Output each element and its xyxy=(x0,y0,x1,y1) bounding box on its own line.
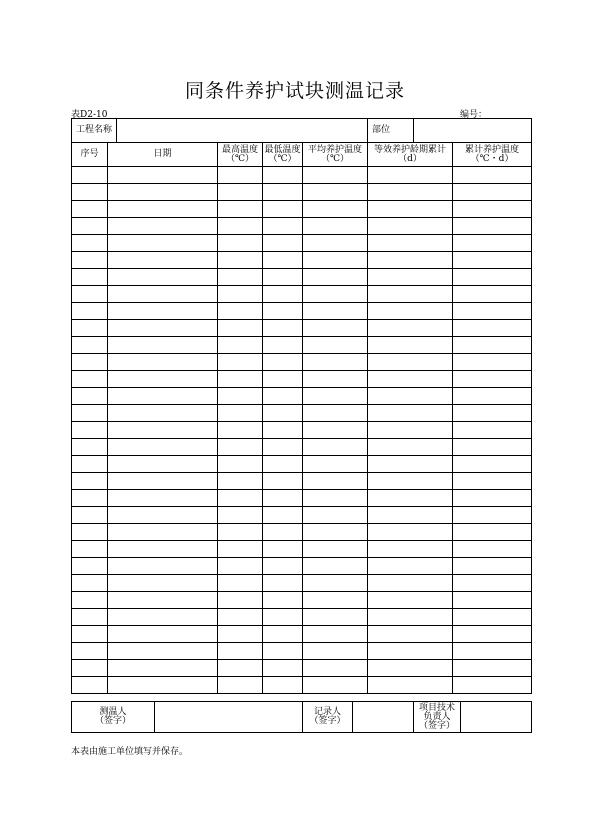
cell-min-temp[interactable] xyxy=(263,201,303,218)
cell-avg-temp[interactable] xyxy=(303,558,368,575)
cell-seq[interactable] xyxy=(72,269,108,286)
table-row xyxy=(72,456,532,473)
cell-avg-temp[interactable] xyxy=(303,592,368,609)
table-row xyxy=(72,303,532,320)
cell-date[interactable] xyxy=(108,439,218,456)
cell-equivalent-age[interactable] xyxy=(368,354,453,371)
cell-max-temp[interactable] xyxy=(218,167,263,184)
cell-date[interactable] xyxy=(108,286,218,303)
cell-date[interactable] xyxy=(108,558,218,575)
cell-seq[interactable] xyxy=(72,252,108,269)
cell-seq[interactable] xyxy=(72,456,108,473)
cell-max-temp[interactable] xyxy=(218,269,263,286)
table-row xyxy=(72,524,532,541)
cell-max-temp[interactable] xyxy=(218,643,263,660)
cell-seq[interactable] xyxy=(72,439,108,456)
cell-max-temp[interactable] xyxy=(218,252,263,269)
cell-date[interactable] xyxy=(108,473,218,490)
cell-cumulative-temp[interactable] xyxy=(453,609,532,626)
cell-avg-temp[interactable] xyxy=(303,218,368,235)
cell-cumulative-temp[interactable] xyxy=(453,592,532,609)
cell-seq[interactable] xyxy=(72,592,108,609)
cell-max-temp[interactable] xyxy=(218,184,263,201)
cell-min-temp[interactable] xyxy=(263,609,303,626)
table-row xyxy=(72,490,532,507)
cell-equivalent-age[interactable] xyxy=(368,337,453,354)
cell-seq[interactable] xyxy=(72,626,108,643)
cell-min-temp[interactable] xyxy=(263,405,303,422)
cell-min-temp[interactable] xyxy=(263,558,303,575)
cell-cumulative-temp[interactable] xyxy=(453,422,532,439)
cell-equivalent-age[interactable] xyxy=(368,592,453,609)
cell-equivalent-age[interactable] xyxy=(368,643,453,660)
cell-cumulative-temp[interactable] xyxy=(453,507,532,524)
cell-equivalent-age[interactable] xyxy=(368,167,453,184)
cell-date[interactable] xyxy=(108,422,218,439)
cell-date[interactable] xyxy=(108,235,218,252)
table-row xyxy=(72,473,532,490)
table-row xyxy=(72,184,532,201)
cell-avg-temp[interactable] xyxy=(303,677,368,694)
cell-max-temp[interactable] xyxy=(218,575,263,592)
cell-cumulative-temp[interactable] xyxy=(453,558,532,575)
table-row xyxy=(72,218,532,235)
cell-cumulative-temp[interactable] xyxy=(453,575,532,592)
cell-date[interactable] xyxy=(108,626,218,643)
cell-avg-temp[interactable] xyxy=(303,422,368,439)
table-row xyxy=(72,201,532,218)
cell-cumulative-temp[interactable] xyxy=(453,167,532,184)
cell-equivalent-age[interactable] xyxy=(368,422,453,439)
part-field[interactable] xyxy=(414,119,532,143)
cell-equivalent-age[interactable] xyxy=(368,218,453,235)
cell-equivalent-age[interactable] xyxy=(368,626,453,643)
cell-avg-temp[interactable] xyxy=(303,575,368,592)
table-row xyxy=(72,388,532,405)
cell-max-temp[interactable] xyxy=(218,218,263,235)
cell-max-temp[interactable] xyxy=(218,422,263,439)
cell-avg-temp[interactable] xyxy=(303,354,368,371)
cell-min-temp[interactable] xyxy=(263,456,303,473)
cell-cumulative-temp[interactable] xyxy=(453,286,532,303)
cell-max-temp[interactable] xyxy=(218,541,263,558)
measurer-signature-field[interactable] xyxy=(155,702,303,733)
cell-min-temp[interactable] xyxy=(263,626,303,643)
part-label: 部位 xyxy=(368,119,414,143)
cell-date[interactable] xyxy=(108,643,218,660)
cell-avg-temp[interactable] xyxy=(303,286,368,303)
column-header-min-temp: 最低温度 （℃） xyxy=(263,143,303,167)
cell-date[interactable] xyxy=(108,507,218,524)
cell-cumulative-temp[interactable] xyxy=(453,354,532,371)
cell-min-temp[interactable] xyxy=(263,643,303,660)
table-row xyxy=(72,371,532,388)
cell-min-temp[interactable] xyxy=(263,269,303,286)
cell-date[interactable] xyxy=(108,524,218,541)
cell-date[interactable] xyxy=(108,388,218,405)
cell-min-temp[interactable] xyxy=(263,218,303,235)
cell-date[interactable] xyxy=(108,269,218,286)
column-header-date: 日期 xyxy=(108,143,218,167)
cell-max-temp[interactable] xyxy=(218,456,263,473)
cell-min-temp[interactable] xyxy=(263,235,303,252)
cell-seq[interactable] xyxy=(72,677,108,694)
cell-date[interactable] xyxy=(108,320,218,337)
cell-avg-temp[interactable] xyxy=(303,507,368,524)
tech-lead-label: 项目技术 负责人 （签字） xyxy=(414,702,461,733)
cell-avg-temp[interactable] xyxy=(303,643,368,660)
cell-avg-temp[interactable] xyxy=(303,388,368,405)
cell-cumulative-temp[interactable] xyxy=(453,439,532,456)
cell-equivalent-age[interactable] xyxy=(368,473,453,490)
table-row xyxy=(72,609,532,626)
measurer-label: 测温人 （签字） xyxy=(72,702,155,733)
cell-date[interactable] xyxy=(108,490,218,507)
cell-avg-temp[interactable] xyxy=(303,439,368,456)
cell-avg-temp[interactable] xyxy=(303,473,368,490)
cell-cumulative-temp[interactable] xyxy=(453,660,532,677)
cell-min-temp[interactable] xyxy=(263,439,303,456)
form-title: 同条件养护试块测温记录 xyxy=(184,80,405,102)
cell-equivalent-age[interactable] xyxy=(368,575,453,592)
cell-min-temp[interactable] xyxy=(263,422,303,439)
cell-equivalent-age[interactable] xyxy=(368,388,453,405)
cell-min-temp[interactable] xyxy=(263,354,303,371)
form-number-label: 编号： xyxy=(460,110,488,120)
cell-date[interactable] xyxy=(108,218,218,235)
cell-equivalent-age[interactable] xyxy=(368,286,453,303)
cell-max-temp[interactable] xyxy=(218,677,263,694)
cell-date[interactable] xyxy=(108,184,218,201)
cell-date[interactable] xyxy=(108,456,218,473)
cell-cumulative-temp[interactable] xyxy=(453,643,532,660)
cell-avg-temp[interactable] xyxy=(303,337,368,354)
cell-equivalent-age[interactable] xyxy=(368,507,453,524)
cell-seq[interactable] xyxy=(72,524,108,541)
cell-avg-temp[interactable] xyxy=(303,541,368,558)
cell-equivalent-age[interactable] xyxy=(368,524,453,541)
cell-equivalent-age[interactable] xyxy=(368,405,453,422)
cell-equivalent-age[interactable] xyxy=(368,456,453,473)
cell-min-temp[interactable] xyxy=(263,371,303,388)
cell-equivalent-age[interactable] xyxy=(368,269,453,286)
cell-avg-temp[interactable] xyxy=(303,490,368,507)
cell-max-temp[interactable] xyxy=(218,524,263,541)
cell-seq[interactable] xyxy=(72,643,108,660)
cell-cumulative-temp[interactable] xyxy=(453,405,532,422)
cell-avg-temp[interactable] xyxy=(303,320,368,337)
cell-cumulative-temp[interactable] xyxy=(453,473,532,490)
tech-lead-signature-field[interactable] xyxy=(461,702,532,733)
cell-min-temp[interactable] xyxy=(263,473,303,490)
cell-cumulative-temp[interactable] xyxy=(453,320,532,337)
column-header-equivalent-age: 等效养护龄期累计 （d） xyxy=(368,143,453,167)
cell-cumulative-temp[interactable] xyxy=(453,626,532,643)
cell-cumulative-temp[interactable] xyxy=(453,490,532,507)
cell-min-temp[interactable] xyxy=(263,337,303,354)
temperature-record-table xyxy=(71,118,532,694)
project-name-label: 工程名称 xyxy=(72,119,117,143)
column-header-row xyxy=(72,143,532,167)
cell-date[interactable] xyxy=(108,303,218,320)
cell-avg-temp[interactable] xyxy=(303,371,368,388)
cell-min-temp[interactable] xyxy=(263,524,303,541)
cell-min-temp[interactable] xyxy=(263,575,303,592)
cell-avg-temp[interactable] xyxy=(303,405,368,422)
cell-cumulative-temp[interactable] xyxy=(453,541,532,558)
table-row xyxy=(72,252,532,269)
cell-max-temp[interactable] xyxy=(218,405,263,422)
table-row xyxy=(72,541,532,558)
project-name-field[interactable] xyxy=(117,119,368,143)
table-row xyxy=(72,439,532,456)
cell-equivalent-age[interactable] xyxy=(368,660,453,677)
cell-max-temp[interactable] xyxy=(218,626,263,643)
cell-cumulative-temp[interactable] xyxy=(453,235,532,252)
cell-avg-temp[interactable] xyxy=(303,269,368,286)
cell-cumulative-temp[interactable] xyxy=(453,252,532,269)
cell-date[interactable] xyxy=(108,660,218,677)
cell-seq[interactable] xyxy=(72,286,108,303)
cell-min-temp[interactable] xyxy=(263,507,303,524)
cell-avg-temp[interactable] xyxy=(303,303,368,320)
cell-seq[interactable] xyxy=(72,184,108,201)
cell-max-temp[interactable] xyxy=(218,490,263,507)
cell-min-temp[interactable] xyxy=(263,677,303,694)
cell-cumulative-temp[interactable] xyxy=(453,303,532,320)
cell-seq[interactable] xyxy=(72,541,108,558)
cell-min-temp[interactable] xyxy=(263,320,303,337)
table-row xyxy=(72,337,532,354)
cell-date[interactable] xyxy=(108,405,218,422)
table-row xyxy=(72,592,532,609)
cell-avg-temp[interactable] xyxy=(303,201,368,218)
cell-avg-temp[interactable] xyxy=(303,184,368,201)
cell-seq[interactable] xyxy=(72,218,108,235)
column-header-max-temp: 最高温度 （℃） xyxy=(218,143,263,167)
cell-cumulative-temp[interactable] xyxy=(453,201,532,218)
cell-equivalent-age[interactable] xyxy=(368,201,453,218)
cell-equivalent-age[interactable] xyxy=(368,371,453,388)
column-header-seq: 序号 xyxy=(72,143,108,167)
cell-equivalent-age[interactable] xyxy=(368,252,453,269)
cell-max-temp[interactable] xyxy=(218,201,263,218)
recorder-label: 记录人 （签字） xyxy=(303,702,353,733)
cell-seq[interactable] xyxy=(72,609,108,626)
cell-seq[interactable] xyxy=(72,337,108,354)
cell-min-temp[interactable] xyxy=(263,388,303,405)
table-row xyxy=(72,167,532,184)
cell-equivalent-age[interactable] xyxy=(368,303,453,320)
cell-seq[interactable] xyxy=(72,473,108,490)
cell-min-temp[interactable] xyxy=(263,490,303,507)
cell-avg-temp[interactable] xyxy=(303,235,368,252)
cell-max-temp[interactable] xyxy=(218,558,263,575)
cell-equivalent-age[interactable] xyxy=(368,609,453,626)
cell-date[interactable] xyxy=(108,575,218,592)
cell-max-temp[interactable] xyxy=(218,592,263,609)
cell-avg-temp[interactable] xyxy=(303,167,368,184)
cell-max-temp[interactable] xyxy=(218,660,263,677)
cell-seq[interactable] xyxy=(72,354,108,371)
table-row xyxy=(72,626,532,643)
cell-min-temp[interactable] xyxy=(263,252,303,269)
cell-cumulative-temp[interactable] xyxy=(453,371,532,388)
cell-cumulative-temp[interactable] xyxy=(453,456,532,473)
table-row xyxy=(72,286,532,303)
cell-avg-temp[interactable] xyxy=(303,609,368,626)
cell-seq[interactable] xyxy=(72,201,108,218)
cell-seq[interactable] xyxy=(72,320,108,337)
cell-date[interactable] xyxy=(108,371,218,388)
cell-equivalent-age[interactable] xyxy=(368,439,453,456)
recorder-signature-field[interactable] xyxy=(353,702,414,733)
cell-min-temp[interactable] xyxy=(263,184,303,201)
cell-avg-temp[interactable] xyxy=(303,626,368,643)
cell-max-temp[interactable] xyxy=(218,371,263,388)
cell-min-temp[interactable] xyxy=(263,541,303,558)
cell-seq[interactable] xyxy=(72,167,108,184)
table-row xyxy=(72,558,532,575)
cell-avg-temp[interactable] xyxy=(303,660,368,677)
project-info-row xyxy=(72,119,532,143)
cell-cumulative-temp[interactable] xyxy=(453,337,532,354)
cell-equivalent-age[interactable] xyxy=(368,541,453,558)
cell-max-temp[interactable] xyxy=(218,235,263,252)
cell-max-temp[interactable] xyxy=(218,303,263,320)
cell-date[interactable] xyxy=(108,592,218,609)
cell-date[interactable] xyxy=(108,677,218,694)
cell-seq[interactable] xyxy=(72,303,108,320)
cell-avg-temp[interactable] xyxy=(303,456,368,473)
table-row xyxy=(72,235,532,252)
cell-min-temp[interactable] xyxy=(263,167,303,184)
column-header-avg-temp: 平均养护温度 （℃） xyxy=(303,143,368,167)
cell-max-temp[interactable] xyxy=(218,473,263,490)
cell-cumulative-temp[interactable] xyxy=(453,184,532,201)
cell-cumulative-temp[interactable] xyxy=(453,677,532,694)
table-row xyxy=(72,320,532,337)
cell-seq[interactable] xyxy=(72,490,108,507)
cell-date[interactable] xyxy=(108,167,218,184)
cell-max-temp[interactable] xyxy=(218,320,263,337)
cell-min-temp[interactable] xyxy=(263,660,303,677)
cell-date[interactable] xyxy=(108,609,218,626)
cell-min-temp[interactable] xyxy=(263,286,303,303)
cell-max-temp[interactable] xyxy=(218,439,263,456)
cell-min-temp[interactable] xyxy=(263,303,303,320)
cell-max-temp[interactable] xyxy=(218,286,263,303)
cell-equivalent-age[interactable] xyxy=(368,320,453,337)
cell-date[interactable] xyxy=(108,201,218,218)
column-header-cumulative-temp: 累计养护温度 （℃・d） xyxy=(453,143,532,167)
table-row xyxy=(72,575,532,592)
table-row xyxy=(72,660,532,677)
cell-seq[interactable] xyxy=(72,405,108,422)
cell-max-temp[interactable] xyxy=(218,609,263,626)
cell-date[interactable] xyxy=(108,354,218,371)
signature-table xyxy=(71,701,532,733)
cell-avg-temp[interactable] xyxy=(303,524,368,541)
cell-cumulative-temp[interactable] xyxy=(453,218,532,235)
table-row xyxy=(72,643,532,660)
cell-seq[interactable] xyxy=(72,558,108,575)
cell-max-temp[interactable] xyxy=(218,507,263,524)
cell-avg-temp[interactable] xyxy=(303,252,368,269)
cell-cumulative-temp[interactable] xyxy=(453,388,532,405)
cell-date[interactable] xyxy=(108,541,218,558)
table-row xyxy=(72,422,532,439)
cell-max-temp[interactable] xyxy=(218,388,263,405)
table-row xyxy=(72,354,532,371)
signature-row xyxy=(72,702,532,733)
cell-cumulative-temp[interactable] xyxy=(453,524,532,541)
table-row xyxy=(72,677,532,694)
cell-cumulative-temp[interactable] xyxy=(453,269,532,286)
cell-seq[interactable] xyxy=(72,575,108,592)
cell-max-temp[interactable] xyxy=(218,354,263,371)
cell-equivalent-age[interactable] xyxy=(368,235,453,252)
table-row xyxy=(72,507,532,524)
cell-seq[interactable] xyxy=(72,507,108,524)
cell-min-temp[interactable] xyxy=(263,592,303,609)
cell-seq[interactable] xyxy=(72,660,108,677)
cell-seq[interactable] xyxy=(72,422,108,439)
cell-equivalent-age[interactable] xyxy=(368,677,453,694)
footer-note: 本表由施工单位填写并保存。 xyxy=(71,747,189,757)
cell-seq[interactable] xyxy=(72,371,108,388)
cell-equivalent-age[interactable] xyxy=(368,490,453,507)
cell-seq[interactable] xyxy=(72,235,108,252)
cell-equivalent-age[interactable] xyxy=(368,558,453,575)
table-row xyxy=(72,269,532,286)
cell-seq[interactable] xyxy=(72,388,108,405)
cell-equivalent-age[interactable] xyxy=(368,184,453,201)
table-row xyxy=(72,405,532,422)
cell-date[interactable] xyxy=(108,337,218,354)
form-code: 表D2-10 xyxy=(71,110,108,120)
cell-date[interactable] xyxy=(108,252,218,269)
cell-max-temp[interactable] xyxy=(218,337,263,354)
